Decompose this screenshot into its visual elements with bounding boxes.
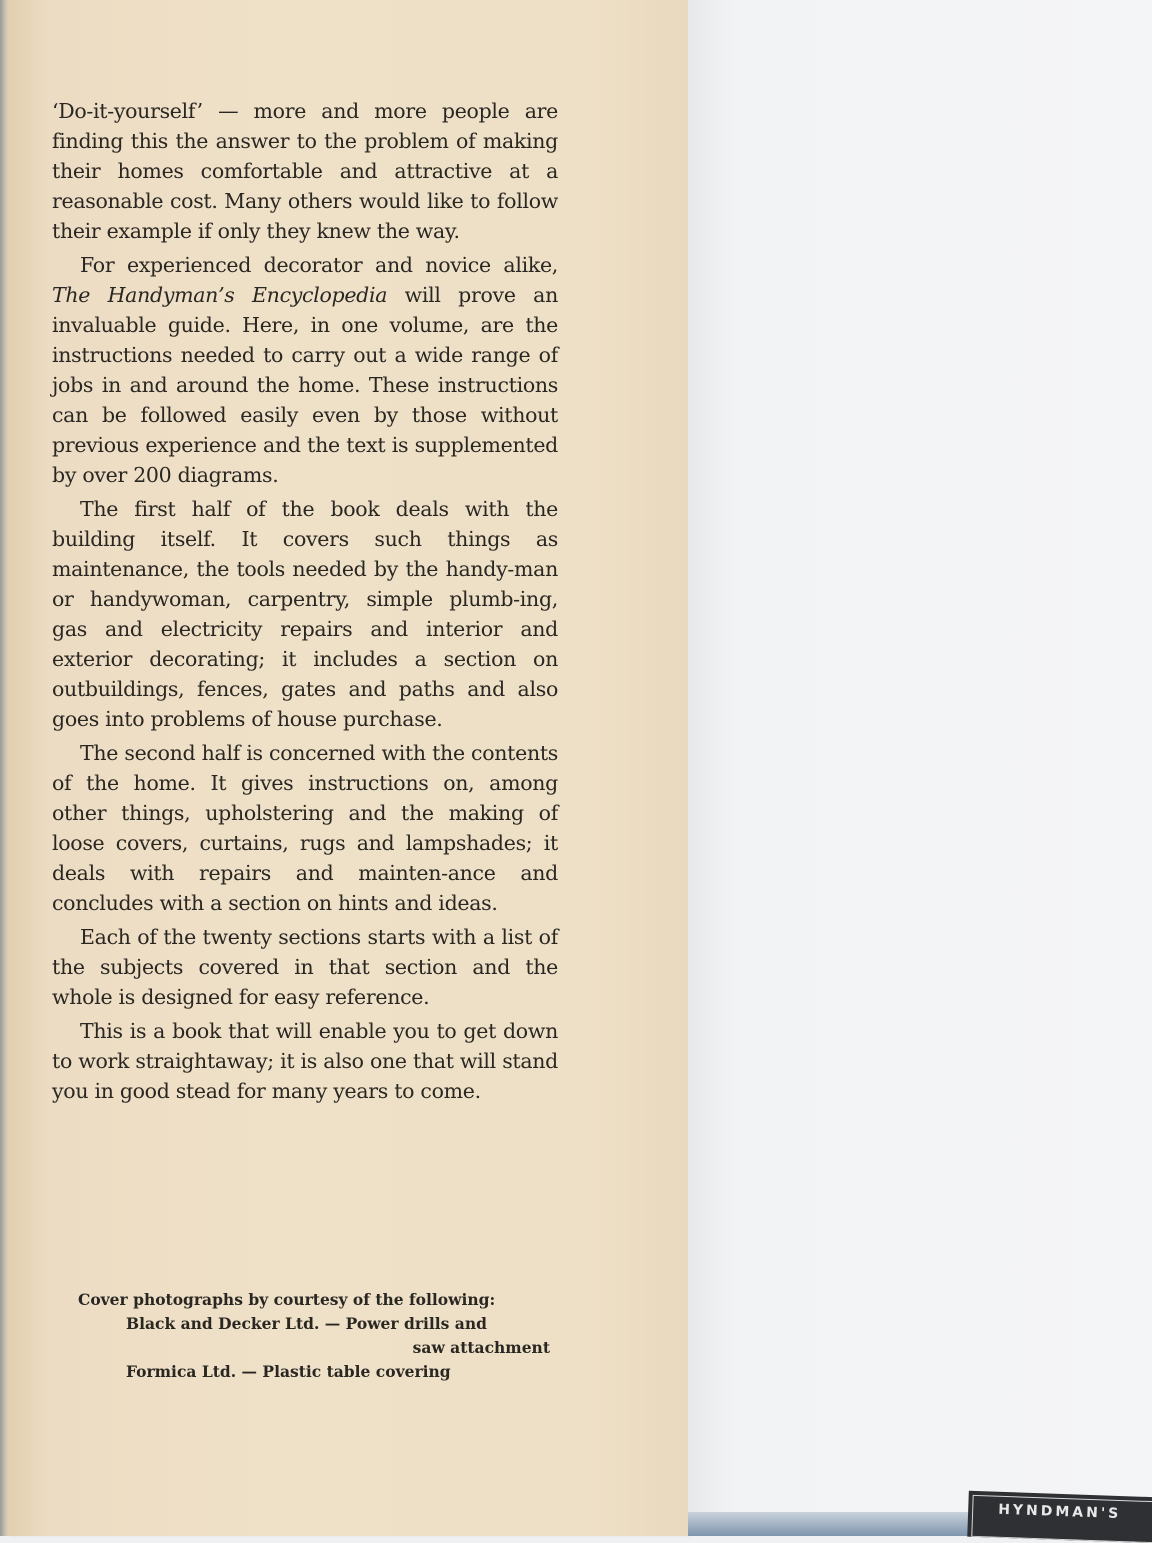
book-title: The Handyman’s Encyclopedia xyxy=(52,283,388,307)
bookseller-label-text: HYNDMAN'S xyxy=(997,1501,1122,1523)
credit-black-and-decker: Black and Decker Ltd. — Power drills and xyxy=(126,1314,487,1333)
bookseller-label xyxy=(967,1491,1152,1543)
credit-formica: Formica Ltd. — Plastic table covering xyxy=(126,1362,451,1381)
credits-heading: Cover photographs by courtesy of the following: xyxy=(78,1290,496,1309)
cover-photo-credits xyxy=(78,1288,558,1384)
blurb-paragraph-guide xyxy=(52,250,558,490)
flap-blurb xyxy=(52,96,558,1110)
blurb-paragraph-sections: Each of the twenty sections starts with a list of the subjects covered in that section and the whole is designed for easy reference. xyxy=(52,925,558,1009)
credit-black-and-decker-cont: saw attachment xyxy=(412,1338,550,1357)
cover-edge xyxy=(688,1512,988,1536)
blurb-paragraph-first-half: The first half of the book deals with the building itself. It covers such things as maintenance, the tools needed by the handy-man or handywoman, carpentry, simple plumb-ing, gas and electricity repairs and interior and exterior decorating; it includes a section on outbuildings, fences, gates and paths and also goes into problems of house purchase. xyxy=(52,497,558,731)
blank-endpaper xyxy=(688,0,1152,1536)
blurb-guide-text: will prove an invaluable guide. Here, in one volume, are the instructions needed to carry out a wide range of jobs in and around the home. These instructions can be followed easily even by those without previous experience and the text is supplemented by over 200 diagrams. xyxy=(52,283,558,487)
blurb-paragraph-intro: ‘Do-it-yourself’ — more and more people are finding this the answer to the problem of making their homes comfortable and attractive at a reasonable cost. Many others would like to follow their example if only they knew the way. xyxy=(52,99,558,243)
blurb-paragraph-second-half: The second half is concerned with the contents of the home. It gives instructions on, among other things, upholstering and the making of loose covers, curtains, rugs and lampshades; it deals with repairs and mainten-ance and concludes with a section on hints and ideas. xyxy=(52,741,558,915)
blurb-paragraph-closing: This is a book that will enable you to get down to work straightaway; it is also one that will stand you in good stead for many years to come. xyxy=(52,1019,558,1103)
blurb-lead-in: For experienced decorator and novice alike, xyxy=(80,253,558,277)
